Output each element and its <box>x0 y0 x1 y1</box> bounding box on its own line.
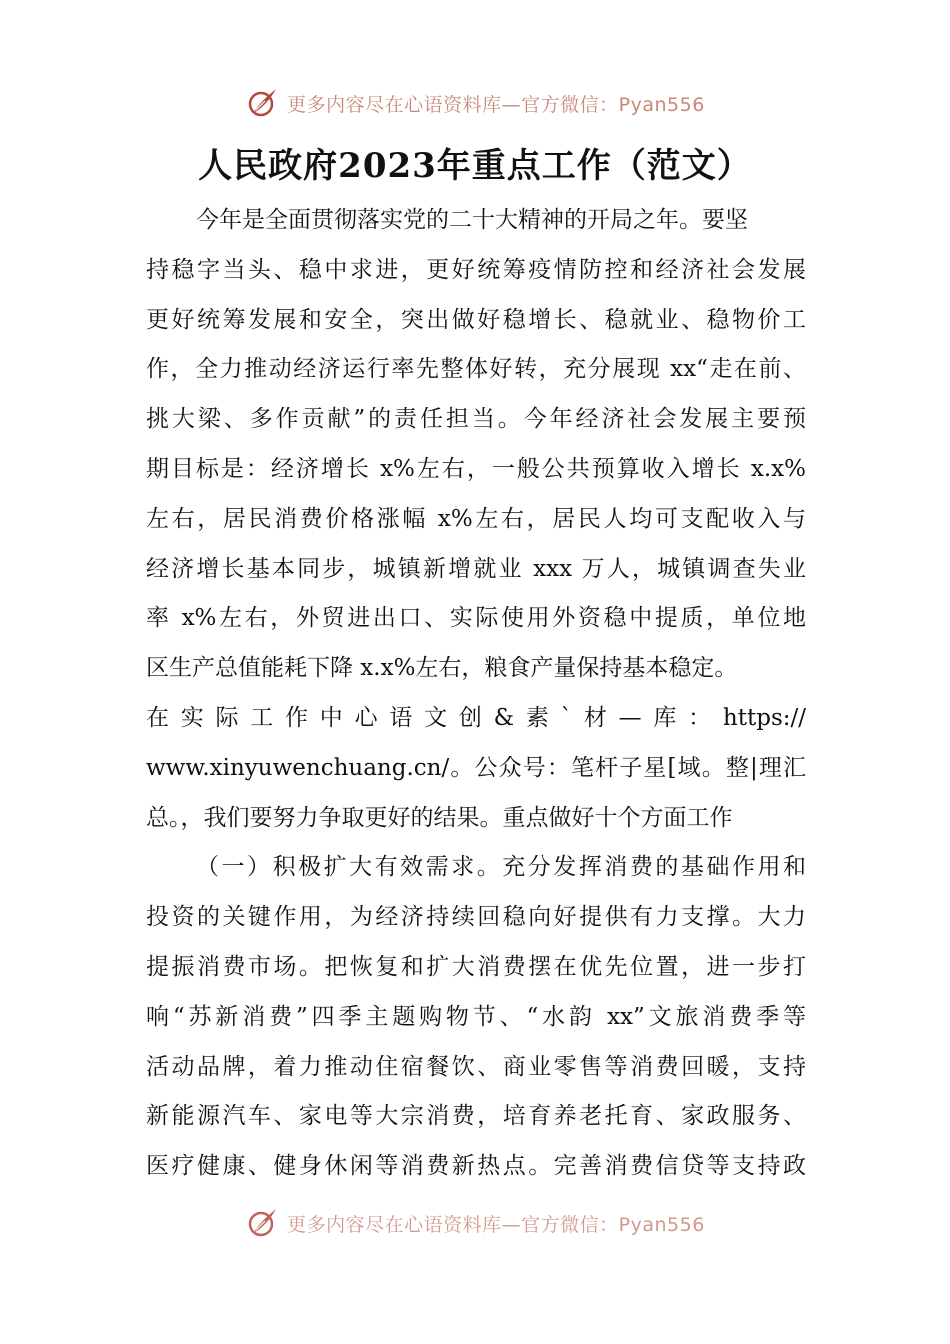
watermark-text: 更多内容尽在心语资料库—官方微信：Pyan556 <box>287 1213 705 1236</box>
paragraph-line: 左右，居民消费价格涨幅 x%左右，居民人均可支配收入与 <box>146 505 806 532</box>
paragraph-line: www.xinyuwenchuang.cn/。公众号：笔杆子星[域。整|理汇 <box>146 754 806 781</box>
document-title: 人民政府2023年重点工作（范文） <box>198 146 752 186</box>
quill-logo-icon <box>245 86 279 120</box>
paragraph-line: 总。，我们要努力争取更好的结果。重点做好十个方面工作 <box>146 804 733 831</box>
paragraph-line: 提振消费市场。把恢复和扩大消费摆在优先位置，进一步打 <box>146 953 806 980</box>
paragraph-line: 更好统筹发展和安全，突出做好稳增长、稳就业、稳物价工 <box>146 306 806 333</box>
paragraph-line: 医疗健康、健身休闲等消费新热点。完善消费信贷等支持政 <box>146 1153 806 1180</box>
paragraph-line: 活动品牌，着力推动住宿餐饮、商业零售等消费回暖，支持 <box>146 1053 806 1080</box>
paragraph-line: 挑大梁、多作贡献”的责任担当。今年经济社会发展主要预 <box>146 406 806 433</box>
watermark-footer <box>0 1206 950 1240</box>
paragraph-line: （一）积极扩大有效需求。充分发挥消费的基础作用和 <box>196 854 806 881</box>
paragraph-line: 作，全力推动经济运行率先整体好转，充分展现 xx“走在前、 <box>146 356 806 383</box>
quill-logo-icon <box>245 1206 279 1240</box>
paragraph-line: 区生产总值能耗下降 x.x%左右，粮食产量保持基本稳定。 <box>146 655 738 682</box>
paragraph-line: 经济增长基本同步，城镇新增就业 xxx 万人，城镇调查失业 <box>146 555 806 582</box>
document-body <box>146 196 806 1192</box>
watermark-header <box>0 86 950 120</box>
paragraph-line: 投资的关键作用，为经济持续回稳向好提供有力支撑。大力 <box>146 904 806 931</box>
paragraph-line: 期目标是：经济增长 x%左右，一般公共预算收入增长 x.x% <box>146 455 806 482</box>
paragraph-line: 今年是全面贯彻落实党的二十大精神的开局之年。要坚 <box>196 207 748 233</box>
paragraph-line: 在实际工作中心语文创&素`材—库：https:// <box>146 704 806 731</box>
paragraph-line: 响“苏新消费”四季主题购物节、“水韵 xx”文旅消费季等 <box>146 1003 806 1030</box>
paragraph-line: 率 x%左右，外贸进出口、实际使用外资稳中提质，单位地 <box>146 605 806 632</box>
watermark-text: 更多内容尽在心语资料库—官方微信：Pyan556 <box>287 93 705 116</box>
paragraph-line: 持稳字当头、稳中求进，更好统筹疫情防控和经济社会发展 <box>146 256 806 283</box>
paragraph-line: 新能源汽车、家电等大宗消费，培育养老托育、家政服务、 <box>146 1103 806 1130</box>
